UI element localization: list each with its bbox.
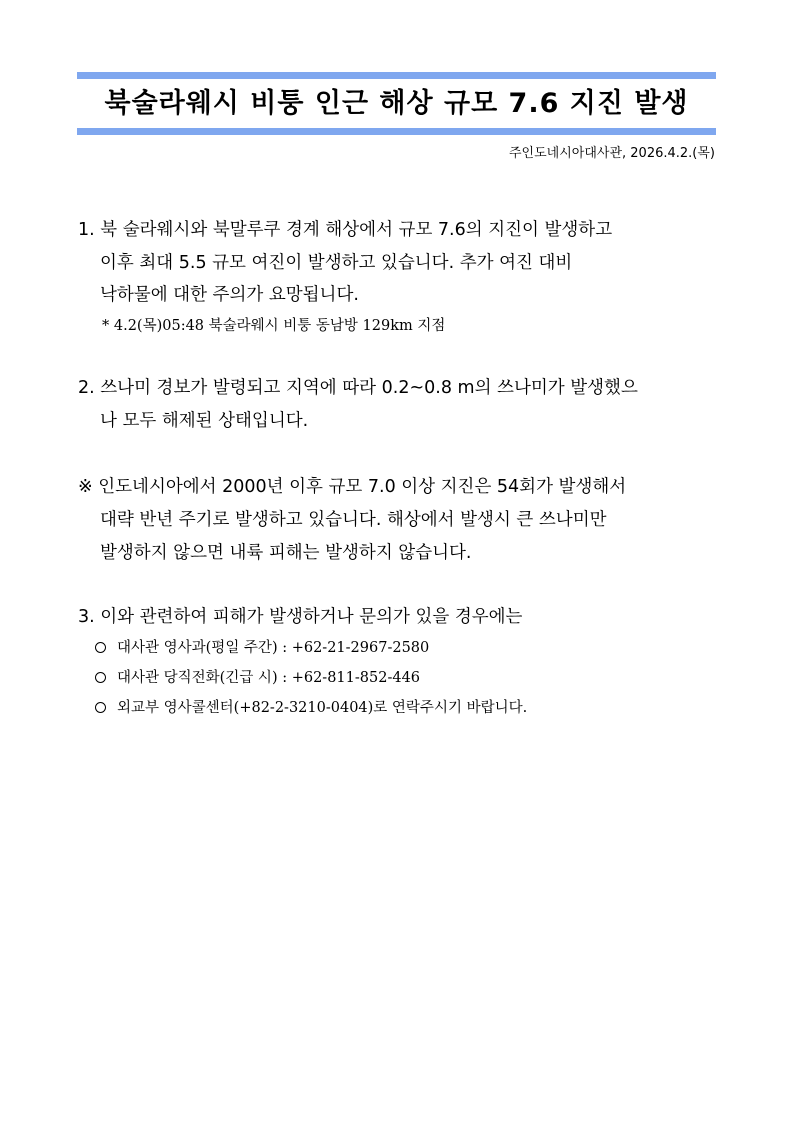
title-top-rule: [77, 72, 716, 79]
bullet-circle-icon: [95, 642, 106, 653]
bullet-circle-icon: [95, 702, 106, 713]
section-1-note: * 4.2(목)05:48 북술라웨시 비퉁 동남방 129km 지점: [102, 318, 446, 334]
section-1-line-2: 이후 최대 5.5 규모 여진이 발생하고 있습니다. 추가 여진 대비: [100, 253, 573, 273]
contact-item-consular: 대사관 영사과(평일 주간) : +62-21-2967-2580: [117, 640, 430, 656]
section-1-line-3: 낙하물에 대한 주의가 요망됩니다.: [100, 285, 359, 305]
document-title: 북술라웨시 비퉁 인근 해상 규모 7.6 지진 발생: [104, 88, 689, 119]
section-1-line-1: 1. 북 술라웨시와 북말루쿠 경계 해상에서 규모 7.6의 지진이 발생하고: [78, 220, 613, 240]
title-bottom-rule: [77, 128, 716, 135]
section-2-line-2: 나 모두 해제된 상태입니다.: [100, 411, 309, 431]
contact-heading: 3. 이와 관련하여 피해가 발생하거나 문의가 있을 경우에는: [78, 607, 523, 627]
reference-note-line-3: 발생하지 않으면 내륙 피해는 발생하지 않습니다.: [100, 543, 472, 563]
bullet-circle-icon: [95, 672, 106, 683]
reference-note-line-1: ※ 인도네시아에서 2000년 이후 규모 7.0 이상 지진은 54회가 발생해서: [78, 477, 627, 497]
contact-item-duty-phone: 대사관 당직전화(긴급 시) : +62-811-852-446: [117, 670, 421, 686]
reference-note-line-2: 대략 반년 주기로 발생하고 있습니다. 해상에서 발생시 큰 쓰나미만: [100, 510, 607, 530]
section-2-line-1: 2. 쓰나미 경보가 발령되고 지역에 따라 0.2~0.8 m의 쓰나미가 발생했으: [78, 378, 638, 398]
contact-item-call-center: 외교부 영사콜센터(+82-2-3210-0404)로 연락주시기 바랍니다.: [117, 700, 528, 716]
issuer-date: 주인도네시아대사관, 2026.4.2.(목): [508, 146, 715, 161]
